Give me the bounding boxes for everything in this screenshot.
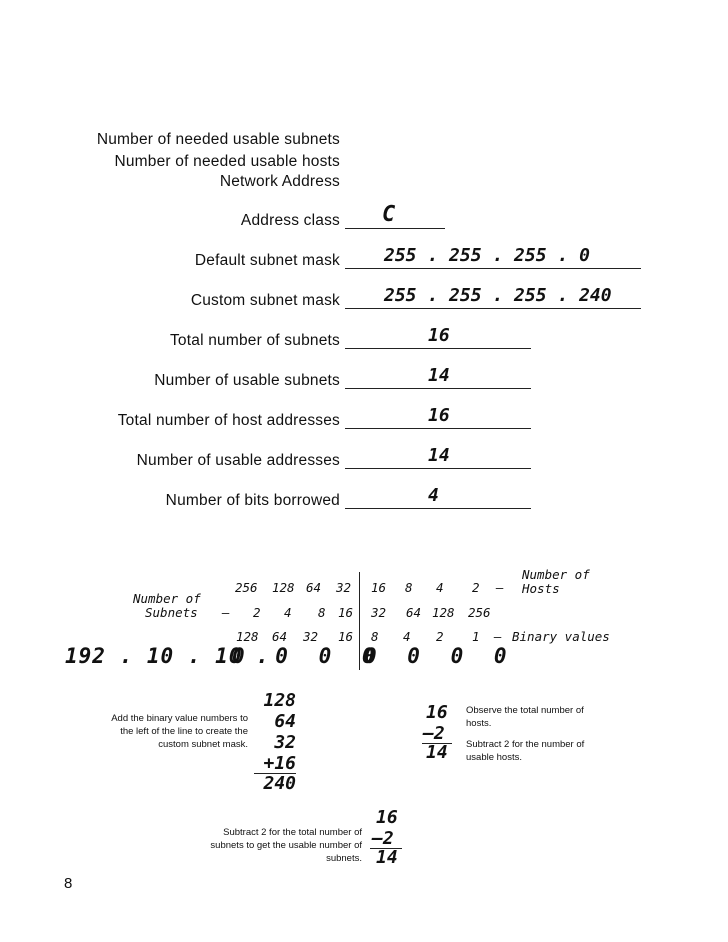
usable-addresses-answer: 14 — [428, 445, 450, 466]
host-result: 14 — [426, 742, 448, 763]
count-32: 32 — [371, 605, 387, 620]
binary-64: 64 — [272, 629, 288, 644]
answer-line — [345, 428, 531, 429]
value-64: 64 — [306, 580, 322, 595]
binary-16: 16 — [338, 629, 354, 644]
total-hosts-label: Total number of host addresses — [117, 412, 340, 429]
binary-1: 1 — [472, 629, 480, 644]
dash-mark: – — [494, 629, 502, 644]
value-8: 8 — [405, 580, 413, 595]
ip-prefix: 192 . 10 . 10 . — [65, 644, 270, 668]
subnets-label-line2: Subnets — [145, 605, 198, 620]
subnets-label-line1: Number of — [133, 591, 201, 606]
binary-values-label: Binary values — [512, 629, 610, 644]
count-8: 8 — [318, 605, 326, 620]
default-mask-answer: 255 . 255 . 255 . 0 — [384, 245, 590, 266]
binary-8: 8 — [371, 629, 379, 644]
answer-line — [345, 508, 531, 509]
count-4: 4 — [284, 605, 292, 620]
count-2: 2 — [253, 605, 261, 620]
custom-mask-label: Custom subnet mask — [190, 292, 340, 309]
value-32: 32 — [336, 580, 352, 595]
custom-mask-note: Add the binary value numbers to the left of the line to create the custom subnet mask. — [111, 713, 248, 750]
binary-2: 2 — [436, 629, 444, 644]
answer-line — [345, 268, 641, 269]
bits-borrowed-label: Number of bits borrowed — [165, 492, 340, 509]
host-note-1: Observe the total number of hosts. — [466, 705, 584, 729]
total-subnets-answer: 16 — [428, 325, 450, 346]
subnet-sub-16: 16 — [376, 807, 398, 828]
hosts-label-line2: Hosts — [522, 581, 560, 596]
answer-line — [345, 228, 445, 229]
add-value-16: +16 — [263, 753, 296, 774]
value-128: 128 — [272, 580, 295, 595]
host-sub-2: –2 — [423, 723, 445, 744]
add-value-128: 128 — [263, 690, 296, 711]
add-result: 240 — [263, 773, 296, 794]
binary-128: 128 — [236, 629, 259, 644]
usable-subnets-answer: 14 — [428, 365, 450, 386]
total-hosts-answer: 16 — [428, 405, 450, 426]
count-256: 256 — [468, 605, 491, 620]
add-value-64: 64 — [274, 711, 296, 732]
network-address-label: Network Address — [219, 173, 340, 190]
bits-right: 0 0 0 0 — [364, 644, 516, 668]
value-256: 256 — [235, 580, 258, 595]
add-value-32: 32 — [274, 732, 296, 753]
usable-subnets-label: Number of usable subnets — [154, 372, 340, 389]
address-class-label: Address class — [240, 212, 340, 229]
usable-addresses-label: Number of usable addresses — [136, 452, 340, 469]
bits-borrowed-answer: 4 — [428, 485, 439, 506]
answer-line — [345, 348, 531, 349]
address-class-answer: C — [382, 202, 396, 227]
binary-4: 4 — [403, 629, 411, 644]
bits-left: 0 0 0 0 — [232, 644, 384, 668]
count-16: 16 — [338, 605, 354, 620]
answer-line — [345, 468, 531, 469]
subnet-note: Subtract 2 for the total number of subnets to get the usable number of subnets. — [210, 827, 362, 864]
page-number: 8 — [64, 875, 73, 892]
binary-32: 32 — [303, 629, 319, 644]
value-2: 2 — [472, 580, 480, 595]
total-subnets-label: Total number of subnets — [169, 332, 340, 349]
hosts-label-line1: Number of — [522, 567, 590, 582]
needed-hosts-label: Number of needed usable hosts — [114, 153, 340, 170]
host-sub-16: 16 — [426, 702, 448, 723]
subnet-result: 14 — [376, 847, 398, 868]
custom-mask-answer: 255 . 255 . 255 . 240 — [384, 285, 612, 306]
needed-subnets-label: Number of needed usable subnets — [96, 131, 340, 148]
host-note-2: Subtract 2 for the number of usable hosts. — [466, 739, 585, 763]
default-mask-label: Default subnet mask — [194, 252, 340, 269]
dash-mark: – — [222, 605, 230, 620]
count-64: 64 — [406, 605, 422, 620]
value-16: 16 — [371, 580, 387, 595]
value-4: 4 — [436, 580, 444, 595]
subnet-sub-2: –2 — [372, 828, 394, 849]
answer-line — [345, 308, 641, 309]
answer-line — [345, 388, 531, 389]
dash-mark: – — [496, 580, 504, 595]
count-128: 128 — [432, 605, 455, 620]
